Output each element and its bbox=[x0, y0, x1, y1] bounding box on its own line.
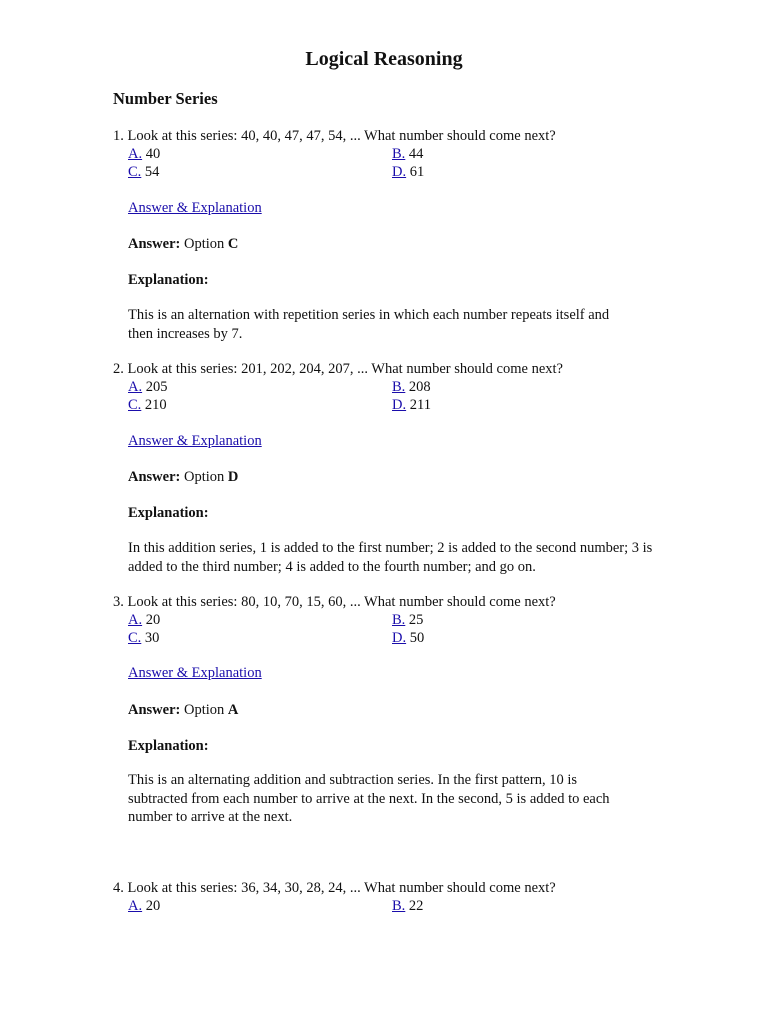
option-a bbox=[128, 897, 160, 915]
option-d bbox=[392, 629, 424, 647]
answer-label: Answer: bbox=[128, 236, 181, 252]
question-text bbox=[113, 879, 673, 897]
answer-label: Answer: bbox=[128, 469, 181, 485]
option-c bbox=[128, 163, 159, 181]
option-c bbox=[128, 396, 167, 414]
question-2 bbox=[113, 360, 673, 414]
option-value: 210 bbox=[144, 397, 167, 413]
explanation-text: This is an alternation with repetition series in which each number repeats itself and then increases by 7. bbox=[128, 307, 610, 342]
explanation-heading bbox=[128, 504, 638, 522]
explanation-label: Explanation: bbox=[128, 738, 209, 754]
option-link[interactable]: B. bbox=[392, 146, 406, 162]
option-d bbox=[392, 396, 431, 414]
option-value: 22 bbox=[408, 898, 424, 914]
question-text bbox=[113, 360, 673, 378]
section-heading: Number Series bbox=[113, 89, 218, 108]
option-value: 208 bbox=[408, 379, 431, 395]
answer-line bbox=[128, 701, 638, 719]
explanation-heading bbox=[128, 271, 638, 289]
explanation-label: Explanation: bbox=[128, 505, 209, 521]
option-value: 205 bbox=[145, 379, 168, 395]
option-word: Option bbox=[183, 236, 225, 252]
options-list bbox=[128, 378, 673, 414]
option-link[interactable]: D. bbox=[392, 397, 407, 413]
option-value: 54 bbox=[144, 164, 160, 180]
answer-line bbox=[128, 235, 638, 253]
options-list bbox=[128, 611, 673, 647]
explanation-heading bbox=[128, 737, 638, 755]
question-number: 2. bbox=[113, 361, 124, 377]
question-text bbox=[113, 127, 673, 145]
answer-value: A bbox=[227, 702, 239, 718]
option-link[interactable]: A. bbox=[128, 612, 143, 628]
option-value: 61 bbox=[409, 164, 425, 180]
answer-explanation-link-wrap bbox=[128, 432, 638, 450]
option-value: 211 bbox=[409, 397, 431, 413]
question-prompt: Look at this series: 80, 10, 70, 15, 60, ... What number should come next? bbox=[127, 594, 556, 610]
option-a bbox=[128, 611, 160, 629]
answer-explanation-link[interactable]: Answer & Explanation bbox=[128, 433, 262, 449]
question-1 bbox=[113, 127, 673, 181]
option-b bbox=[392, 378, 431, 396]
option-link[interactable]: B. bbox=[392, 612, 406, 628]
option-d bbox=[392, 163, 424, 181]
option-link[interactable]: C. bbox=[128, 397, 142, 413]
option-value: 50 bbox=[409, 630, 425, 646]
option-a bbox=[128, 378, 167, 396]
option-value: 20 bbox=[145, 612, 161, 628]
answer-label: Answer: bbox=[128, 702, 181, 718]
question-4 bbox=[113, 879, 673, 915]
answer-value: D bbox=[227, 469, 239, 485]
option-link[interactable]: A. bbox=[128, 146, 143, 162]
option-link[interactable]: B. bbox=[392, 898, 406, 914]
question-prompt: Look at this series: 36, 34, 30, 28, 24, ... What number should come next? bbox=[127, 880, 556, 896]
option-b bbox=[392, 145, 423, 163]
option-link[interactable]: C. bbox=[128, 164, 142, 180]
option-a bbox=[128, 145, 160, 163]
question-prompt: Look at this series: 201, 202, 204, 207, ... What number should come next? bbox=[127, 361, 563, 377]
option-link[interactable]: D. bbox=[392, 630, 407, 646]
option-value: 25 bbox=[408, 612, 424, 628]
option-b bbox=[392, 897, 423, 915]
option-word: Option bbox=[183, 469, 225, 485]
option-value: 30 bbox=[144, 630, 160, 646]
explanation-label: Explanation: bbox=[128, 272, 209, 288]
answer-explanation-link-wrap bbox=[128, 199, 638, 217]
option-link[interactable]: A. bbox=[128, 898, 143, 914]
option-value: 40 bbox=[145, 146, 161, 162]
question-number: 3. bbox=[113, 594, 124, 610]
page-title: Logical Reasoning bbox=[305, 48, 463, 70]
option-link[interactable]: C. bbox=[128, 630, 142, 646]
options-list bbox=[128, 145, 673, 181]
option-word: Option bbox=[183, 702, 225, 718]
question-3 bbox=[113, 593, 673, 647]
explanation-text: In this addition series, 1 is added to the first number; 2 is added to the second number; 3 is added to the third number; 4 is added to the fourth number; and go on. bbox=[128, 540, 653, 575]
option-value: 44 bbox=[408, 146, 424, 162]
option-link[interactable]: B. bbox=[392, 379, 406, 395]
answer-explanation-link[interactable]: Answer & Explanation bbox=[128, 665, 262, 681]
question-text bbox=[113, 593, 673, 611]
question-prompt: Look at this series: 40, 40, 47, 47, 54, ... What number should come next? bbox=[127, 128, 556, 144]
option-b bbox=[392, 611, 423, 629]
option-value: 20 bbox=[145, 898, 161, 914]
explanation-text: This is an alternating addition and subtraction series. In the first pattern, 10 is subtracted from each number to arrive at the next. In the second, 5 is added to each number to arrive at the next. bbox=[128, 772, 610, 825]
question-number: 4. bbox=[113, 880, 124, 896]
option-link[interactable]: D. bbox=[392, 164, 407, 180]
options-list bbox=[128, 897, 673, 915]
option-link[interactable]: A. bbox=[128, 379, 143, 395]
answer-explanation-link[interactable]: Answer & Explanation bbox=[128, 200, 262, 216]
question-number: 1. bbox=[113, 128, 124, 144]
option-c bbox=[128, 629, 159, 647]
answer-line bbox=[128, 468, 638, 486]
answer-value: C bbox=[227, 236, 239, 252]
answer-explanation-link-wrap bbox=[128, 664, 638, 682]
